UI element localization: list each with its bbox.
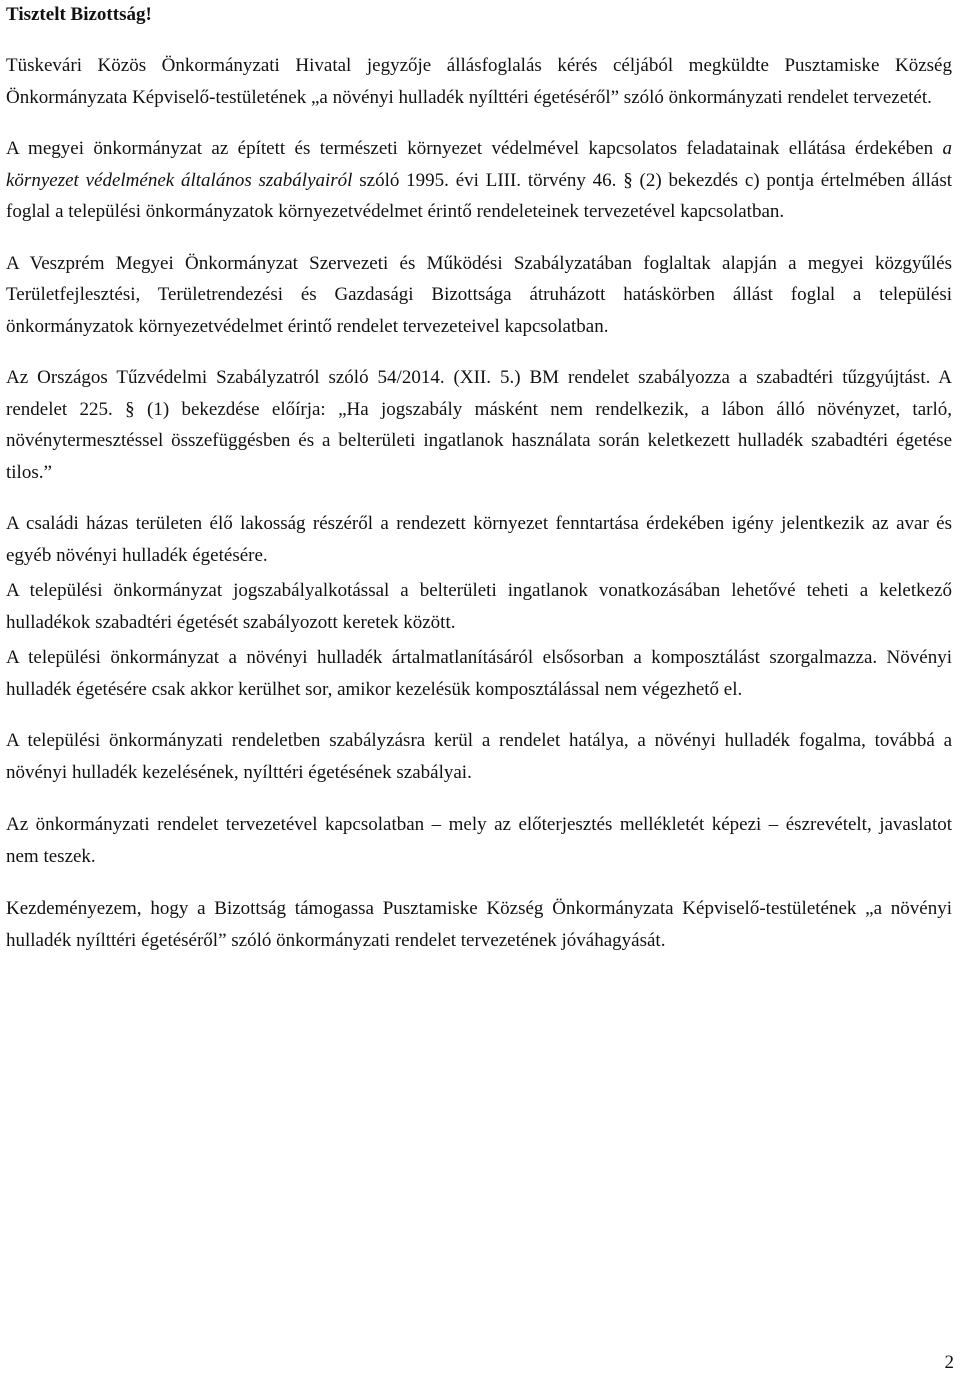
legal-basis-text-2: szóló 1995. évi LIII. törvény 46. § (2) bekezdés c) pontja értelmében állást foglal a települési önkormányzatok környezetvédelmet érintő rendeleteinek tervezetével kapcsolatban. <box>6 169 952 222</box>
page-number: 2 <box>944 1352 954 1373</box>
paragraph-composting: A települési önkormányzat a növényi hulladék ártalmatlanításáról elsősorban a komposztálást szorgalmazza. Növényi hulladék égetésére csak akkor kerülhet sor, amikor kezelésük komposztálással nem végezhető el. <box>6 647 952 700</box>
paragraph-residents-demand: A családi házas területen élő lakosság részéről a rendezett környezet fenntartása érdekében igény jelentkezik az avar és egyéb növényi hulladék égetésére. <box>6 513 952 566</box>
paragraph-fire-regulation: Az Országos Tűzvédelmi Szabályzatról szóló 54/2014. (XII. 5.) BM rendelet szabályozza a szabadtéri tűzgyújtást. A rendelet 225. § (1) bekezdése előírja: „Ha jogszabály másként nem rendelkezik, a lábon álló növényzet, tarló, növénytermesztéssel összefüggésben és a belterületi ingatlanok használata során keletkezett hulladék szabadtéri égetése tilos.” <box>6 367 952 483</box>
paragraph-committee-authority: A Veszprém Megyei Önkormányzat Szervezeti és Működési Szabályzatában foglaltak alapján a megyei közgyűlés Területfejlesztési, Területrendezési és Gazdasági Bizottsága átruházott hatáskörben állást foglal a települési önkormányzatok környezetvédelmet érintő rendelet tervezeteivel kapcsolatban. <box>6 252 952 337</box>
paragraph-no-remarks: Az önkormányzati rendelet tervezetével kapcsolatban – mely az előterjesztés mellékletét képezi – észrevételt, javaslatot nem teszek. <box>6 814 952 867</box>
law-title-italic: a környezet védelmének általános szabályairól <box>6 138 952 191</box>
salutation-heading: Tisztelt Bizottság! <box>6 4 152 25</box>
paragraph-proposal: Kezdeményezem, hogy a Bizottság támogassa Pusztamiske Község Önkormányzata Képviselő-testületének „a növényi hulladék nyílttéri égetéséről” szóló önkormányzati rendelet tervezetének jóváhagyását. <box>6 898 952 951</box>
paragraph-regulation-scope: A települési önkormányzati rendeletben szabályzásra kerül a rendelet hatálya, a növényi hulladék fogalma, továbbá a növényi hulladék kezelésének, nyílttéri égetésének szabályai. <box>6 730 952 783</box>
paragraph-local-legislation: A települési önkormányzat jogszabályalkotással a belterületi ingatlanok vonatkozásában lehetővé teheti a keletkező hulladékok szabadtéri égetését szabályozott keretek között. <box>6 580 952 633</box>
paragraph-request: Tüskevári Közös Önkormányzati Hivatal jegyzője állásfoglalás kérés céljából megküldte Pusztamiske Község Önkormányzata Képviselő-testületének „a növényi hulladék nyílttéri égetéséről” szóló önkormányzati rendelet tervezetét. <box>6 55 952 108</box>
paragraph-legal-basis <box>6 133 952 228</box>
legal-basis-text-1: A megyei önkormányzat az épített és természeti környezet védelmével kapcsolatos feladatainak ellátása érdekében <box>6 138 943 159</box>
document-body <box>6 0 952 956</box>
